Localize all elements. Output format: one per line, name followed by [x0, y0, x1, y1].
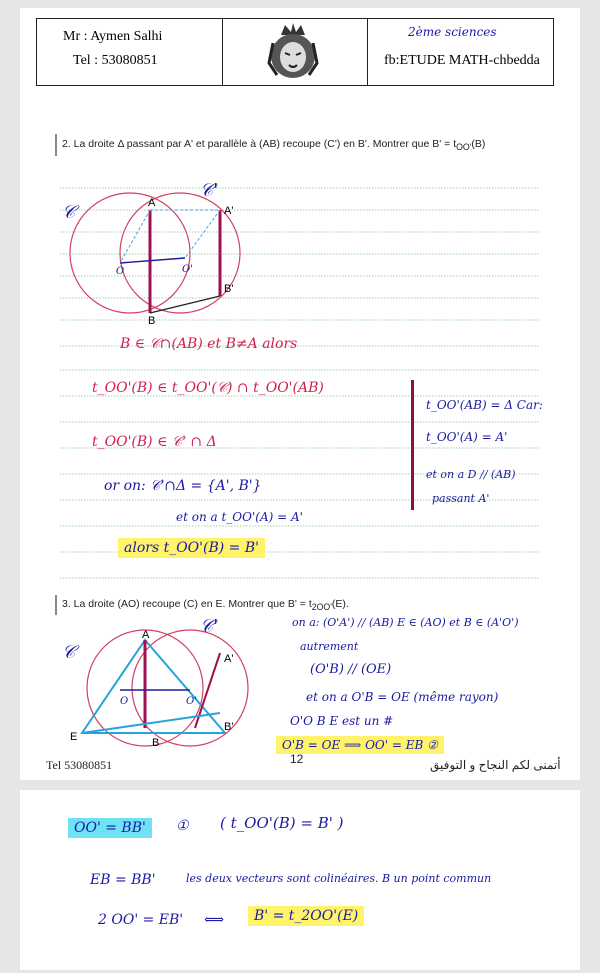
- side-line-1: t_OO'(AB) = Δ Car:: [426, 398, 543, 412]
- question-2-text: 2. La droite Δ passant par A' et parallèle à (AB) recoupe (C') en B'. Montrer que $B' = t_{OO'}(B)$: [62, 138, 486, 153]
- q3-line-3: (O'B) // (OE): [310, 662, 392, 677]
- bottom-result: B' = t_2OO'(E): [248, 906, 364, 926]
- q2-line-5: et on a t_OO'(A) = A': [176, 510, 303, 524]
- page-number: 12: [290, 752, 304, 766]
- q3-label-Cp: 𝒞': [200, 618, 219, 637]
- side-line-4: passant A': [432, 492, 490, 505]
- question-bar-3: [55, 595, 57, 615]
- figure-q3: [60, 618, 260, 748]
- q3-label-A: A: [142, 629, 150, 641]
- bottom-note-2: les deux vecteurs sont colinéaires. B un point commun: [186, 872, 492, 885]
- q2-line-2: t_OO'(B) ∈ t_OO'(𝒞) ∩ t_OO'(AB): [92, 380, 324, 396]
- bottom-num-1: ①: [176, 818, 189, 834]
- q2-line-4: or on: 𝒞'∩Δ = {A', B'}: [104, 478, 262, 494]
- label-B: B: [148, 315, 156, 327]
- bottom-line-1: OO' = BB': [68, 818, 152, 838]
- q3-label-C: 𝒞: [62, 642, 76, 663]
- label-Ap: A': [224, 205, 234, 217]
- q3-line-1: on a: (O'A') // (AB) E ∈ (AO) et B ∈ (A'O'): [292, 616, 519, 629]
- q2-line-1: B ∈ 𝒞∩(AB) et B≠A alors: [120, 336, 298, 352]
- question-3-text: 3. La droite (AO) recoupe (C) en E. Montrer que $B' = t_{2OO'}(E)$.: [62, 598, 349, 613]
- lion-logo-icon: [263, 23, 323, 81]
- fb-label: fb:ETUDE MATH-chbedda: [384, 53, 540, 68]
- q3-label-E: E: [70, 731, 78, 743]
- bottom-note-1: ( t_OO'(B) = B' ): [220, 814, 344, 832]
- page-header: [36, 18, 554, 86]
- q3-line-4: et on a O'B = OE (même rayon): [306, 690, 499, 704]
- label-Cp: 𝒞': [200, 180, 219, 201]
- label-C: 𝒞: [62, 202, 76, 223]
- label-Op: O': [182, 264, 193, 275]
- footer-arabic: أتمنى لكم النجاح و التوفيق: [430, 758, 561, 772]
- author-tel: Tel : 53080851: [73, 53, 158, 68]
- q2-conclusion: alors t_OO'(B) = B': [118, 538, 265, 558]
- info-box: [367, 19, 553, 85]
- q3-label-O: O: [120, 696, 129, 707]
- author-box: [37, 19, 223, 85]
- label-Bp: B': [224, 283, 234, 295]
- figure-q2: [60, 178, 260, 328]
- label-A: A: [148, 197, 156, 209]
- q3-label-Ap: A': [224, 653, 234, 665]
- label-O: O: [116, 266, 125, 277]
- q3-line-5: O'O B E est un #: [290, 714, 394, 728]
- side-line-3: et on a D // (AB): [426, 468, 516, 481]
- bottom-line-2: EB = BB': [90, 872, 156, 888]
- side-line-2: t_OO'(A) = A': [426, 430, 508, 444]
- author-name: Mr : Aymen Salhi: [63, 29, 163, 44]
- q3-label-Op: O': [186, 696, 197, 707]
- q3-label-B: B: [152, 737, 160, 748]
- q3-line-2: autrement: [300, 640, 359, 653]
- level-label: 2ème sciences: [408, 25, 497, 39]
- question-bar: [55, 134, 57, 156]
- side-divider: [411, 380, 414, 510]
- q3-line-6: O'B = OE ⟹ OO' = EB ②: [276, 736, 444, 754]
- bottom-line-3: 2 OO' = EB': [98, 912, 184, 928]
- footer-tel: Tel 53080851: [46, 758, 113, 772]
- bottom-equiv: ⟺: [204, 912, 225, 928]
- q3-label-Bp: B': [224, 721, 234, 733]
- q2-line-3: t_OO'(B) ∈ 𝒞' ∩ Δ: [92, 434, 217, 450]
